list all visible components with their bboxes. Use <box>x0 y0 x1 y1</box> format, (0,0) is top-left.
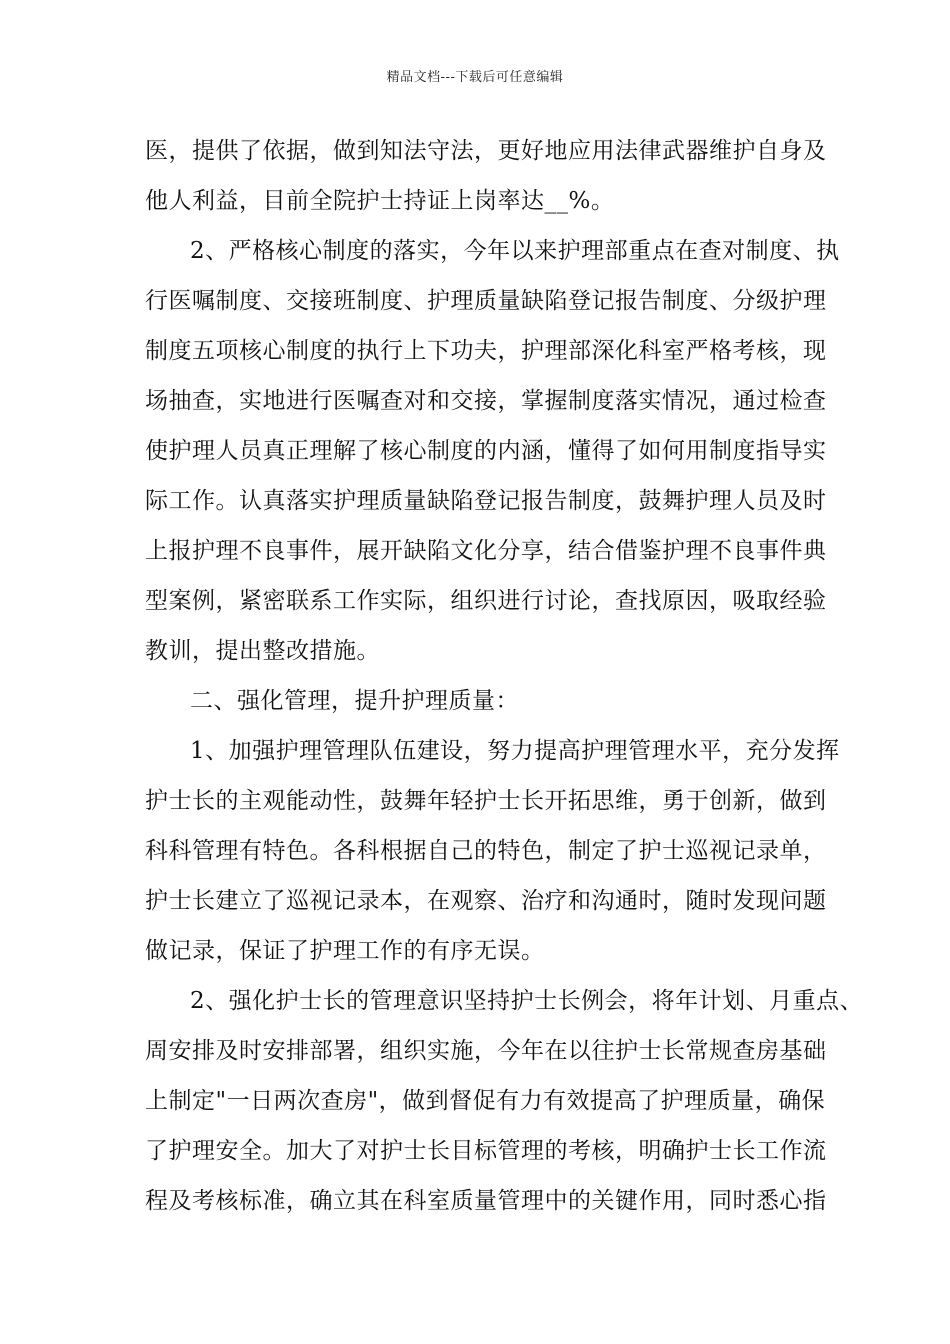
text-line: 周安排及时安排部署，组织实施，今年在以往护士长常规查房基础 <box>145 1038 827 1064</box>
text-line: 教训，提出整改措施。 <box>145 638 380 664</box>
text-line: 场抽查，实地进行医嘱查对和交接，掌握制度落实情况，通过检查 <box>145 388 827 414</box>
text-line: 了护理安全。加大了对护士长目标管理的考核，明确护士长工作流 <box>145 1138 827 1164</box>
text-line: 2、强化护士长的管理意识坚持护士长例会，将年计划、月重点、 <box>190 988 864 1014</box>
text-line: 医，提供了依据，做到知法守法，更好地应用法律武器维护自身及 <box>145 138 827 164</box>
text-line: 护士长的主观能动性，鼓舞年轻护士长开拓思维，勇于创新，做到 <box>145 788 827 814</box>
section-heading: 二、强化管理，提升护理质量： <box>190 688 519 714</box>
page-header: 精品文档---下载后可任意编辑 <box>386 70 564 85</box>
text-line: 护士长建立了巡视记录本，在观察、治疗和沟通时，随时发现问题 <box>145 888 827 914</box>
text-line: 做记录，保证了护理工作的有序无误。 <box>145 938 545 964</box>
text-line: 上制定"一日两次查房"，做到督促有力有效提高了护理质量，确保 <box>145 1088 826 1114</box>
text-line: 科科管理有特色。各科根据自己的特色，制定了护士巡视记录单， <box>145 838 827 864</box>
text-line: 他人利益，目前全院护士持证上岗率达__%。 <box>145 188 615 214</box>
text-line: 制度五项核心制度的执行上下功夫，护理部深化科室严格考核，现 <box>145 338 827 364</box>
text-line: 行医嘱制度、交接班制度、护理质量缺陷登记报告制度、分级护理 <box>145 288 827 314</box>
text-line: 使护理人员真正理解了核心制度的内涵，懂得了如何用制度指导实 <box>145 438 827 464</box>
text-line: 程及考核标准，确立其在科室质量管理中的关键作用，同时悉心指 <box>145 1188 827 1214</box>
text-line: 型案例，紧密联系工作实际，组织进行讨论，查找原因，吸取经验 <box>145 588 827 614</box>
text-line: 1、加强护理管理队伍建设，努力提高护理管理水平，充分发挥 <box>190 738 840 764</box>
text-line: 2、严格核心制度的落实，今年以来护理部重点在查对制度、执 <box>190 238 840 264</box>
text-line: 上报护理不良事件，展开缺陷文化分享，结合借鉴护理不良事件典 <box>145 538 827 564</box>
text-line: 际工作。认真落实护理质量缺陷登记报告制度，鼓舞护理人员及时 <box>145 488 827 514</box>
